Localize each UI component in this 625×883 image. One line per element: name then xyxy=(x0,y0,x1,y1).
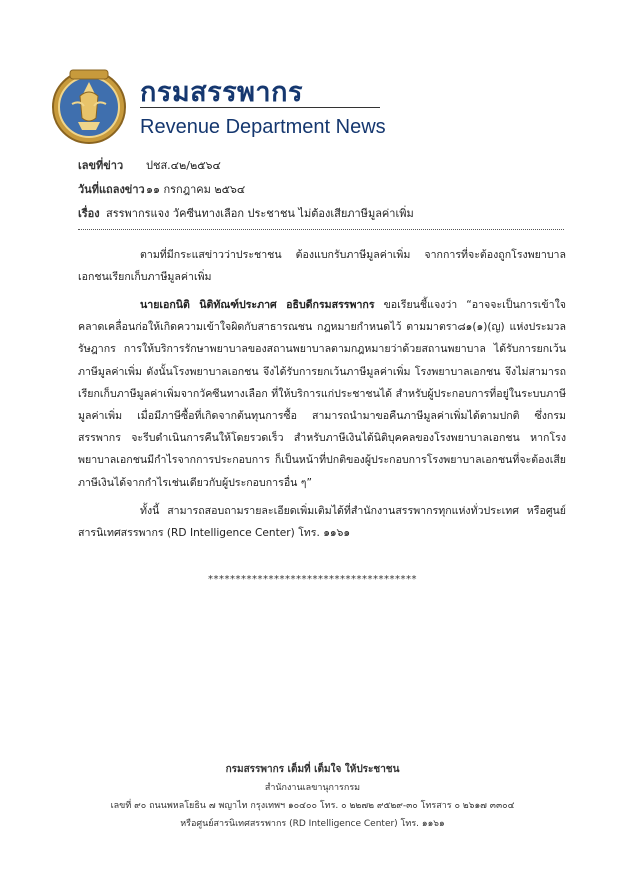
news-date-row xyxy=(78,180,246,198)
speaker-name: นายเอกนิติ นิติทัณฑ์ประภาศ อธิบดีกรมสรรพากร xyxy=(140,299,375,311)
paragraph-3 xyxy=(78,500,566,544)
footer-slogan: กรมสรรพากร เต็มที่ เต็มใจ ให้ประชาชน xyxy=(225,764,400,775)
title-underline xyxy=(140,107,380,108)
footer-slogan-row xyxy=(0,762,625,777)
subject-value: สรรพากรแจง วัคซีนทางเลือก ประชาชน ไม่ต้องเสียภาษีมูลค่าเพิ่ม xyxy=(106,207,414,220)
footer-hotline: หรือศูนย์สารนิเทศสรรพากร (RD Intelligence Center) โทร. ๑๑๖๑ xyxy=(180,819,445,829)
revenue-department-emblem-icon xyxy=(50,60,128,150)
subject-label: เรื่อง xyxy=(78,207,100,220)
news-date-label: วันที่แถลงข่าว xyxy=(78,183,145,196)
paragraph-2 xyxy=(78,294,566,494)
paragraph-2-text: ขอเรียนชี้แจงว่า “อาจจะเป็นการเข้าใจคลาดเคลื่อนก่อให้เกิดความเข้าใจผิดกับสาธารณชน กฎหมายกำหนดไว้ ตามมาตรา๘๑(๑)(ญ) แห่งประมวลรัษฎากร การให้บริการรักษาพยาบาลของสถานพยาบาลตามกฎหมายว่าด้วยสถานพยาบาล ได้รับการยกเว้นภาษีมูลค่าเพิ่ม ดังนั้นโรงพยาบาลเอกชน จึงได้รับการยกเว้นภาษีมูลค่าเพิ่ม โรงพยาบาลเอกชน จึงไม่สามารถเรียกเก็บภาษีมูลค่าเพิ่มจากวัคซีนทางเลือก ที่ให้บริการแก่ประชาชนได้ สำหรับผู้ประกอบการที่อยู่ในระบบภาษีมูลค่าเพิ่ม เมื่อมีภาษีซื้อที่เกิดจากต้นทุนการซื้อ สามารถนำมาขอคืนภาษีมูลค่าเพิ่มได้ตามปกติ ซึ่งกรมสรรพากร จะรีบดำเนินการคืนให้โดยรวดเร็ว สำหรับภาษีเงินได้นิติบุคคลของโรงพยาบาลเอกชน หากโรงพยาบาลเอกชนมีกำไรจากการประกอบการ ก็เป็นหน้าที่ปกติของผู้ประกอบการโรงพยาบาลเอกชนที่จะต้องเสียภาษีเงินได้จากกำไรเช่นเดียวกับผู้ประกอบการอื่น ๆ” xyxy=(78,299,566,489)
subject-row xyxy=(78,204,414,222)
footer-address: เลขที่ ๙๐ ถนนพหลโยธิน ๗ พญาไท กรุงเทพฯ ๑๐๔๐๐ โทร. ๐ ๒๒๗๒ ๙๕๒๙-๓๐ โทรสาร ๐ ๒๖๑๗ ๓๓๐๔ xyxy=(110,801,515,811)
paragraph-3-text: ทั้งนี้ สามารถสอบถามรายละเอียดเพิ่มเติมได้ที่สำนักงานสรรพากรทุกแห่งทั่วประเทศ หรือศูนย์สารนิเทศสรรพากร (RD Intelligence Center) โทร. ๑๑๖๑ xyxy=(78,505,566,540)
asterisk-separator: ************************************** xyxy=(208,574,417,585)
news-date-value: ๑๑ กรกฎาคม ๒๕๖๔ xyxy=(146,183,246,196)
news-number-value: ปชส.๔๒/๒๕๖๔ xyxy=(146,159,221,172)
paragraph-1-text: ตามที่มีกระแสข่าวว่าประชาชน ต้องแบกรับภาษีมูลค่าเพิ่ม จากการที่จะต้องถูกโรงพยาบาลเอกชนเรียกเก็บภาษีมูลค่าเพิ่ม xyxy=(78,249,566,284)
news-number-row xyxy=(78,156,221,174)
footer-office: สำนักงานเลขานุการกรม xyxy=(264,783,361,793)
org-title-thai: กรมสรรพากร xyxy=(140,77,303,108)
org-title-english: Revenue Department News xyxy=(140,116,386,138)
dotted-divider xyxy=(78,229,564,230)
news-number-label: เลขที่ข่าว xyxy=(78,159,124,172)
paragraph-1 xyxy=(78,244,566,288)
